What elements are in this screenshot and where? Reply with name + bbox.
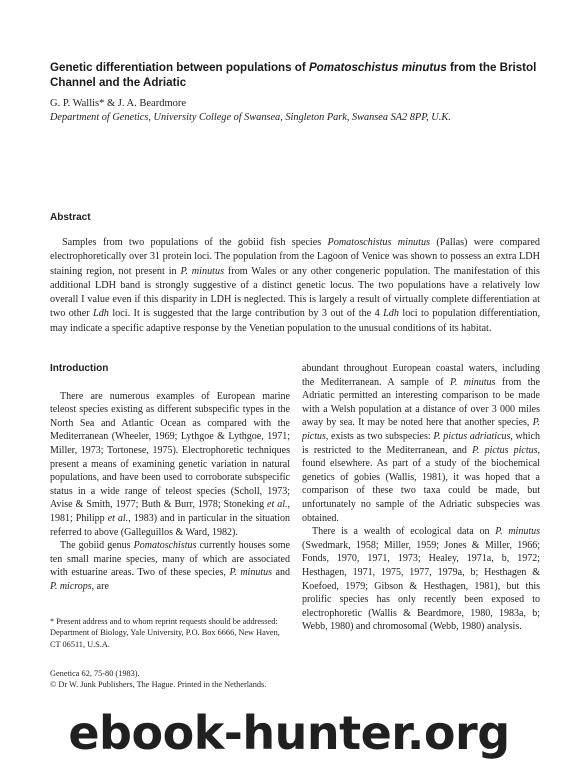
intro-paragraph-4: There is a wealth of ecological data on P. minutus (Swedmark, 1958; Miller, 1959; Jones & Miller, 1966; Fonds, 1970, 1971, 1973; Healey, 1971a, b, 1972; Hesthagen, 1971, 1975, 1977, 1979a, b; Hesthagen & Koefoed, 1979; Gibson & Hesthagen, 1981), but this prolific species has only recently been exposed to electrophoretic (Wallis & Beardmore, 1980, 1983a, b; Webb, 1980) and chromosomal (Webb, 1980) analysis. bbox=[302, 526, 540, 633]
column-right bbox=[302, 362, 540, 634]
journal-citation: Genetica 62, 75-80 (1983). bbox=[50, 669, 140, 678]
column-left bbox=[50, 362, 290, 594]
authors: G. P. Wallis* & J. A. Beardmore bbox=[50, 98, 187, 109]
title-species: Pomatoschistus minutus bbox=[308, 61, 447, 74]
intro-paragraph-1: There are numerous examples of European marine teleost species existing as different subspecific types in the North Sea and Atlantic Ocean as compared with the Mediterranean (Wheeler, 1969; Lythgoe & Lythgoe, 1971; Miller, 1973; Tortonese, 1975). Electrophoretic techniques present a means of examining genetic variation in natural populations, and have been used to corroborate subspecific status in a wide range of teleost species (Scholl, 1973; Avise & Smith, 1977; Buth & Burr, 1978; Stoneking et al., 1981; Philipp et al., 1983) and in particular in the situation referred to above (Galleguillos & Ward, 1982). bbox=[50, 390, 290, 538]
intro-paragraph-3: abundant throughout European coastal waters, including the Mediterranean. A sample of P. minutus from the Adriatic permitted an interesting comparison to be made with a Welsh population at a distance of over 3 000 miles away by sea. It may be noted here that another species, P. pictus, exists as two subspecies: P. pictus adriaticus, which is restricted to the Mediterranean, and P. pictus pictus, found elsewhere. As part of a study of the biochemical genetics of gobies (Wallis, 1981), it was hoped that a comparison of these two taxa could be made, but unfortunately no sample of the Adriatic subspecies was obtained. bbox=[302, 363, 541, 524]
introduction-heading: Introduction bbox=[50, 363, 109, 374]
footnote bbox=[50, 616, 290, 650]
title-text-end: from the Bristol Channel and the Adriatic bbox=[50, 61, 537, 89]
intro-paragraph-2: The gobiid genus Pomatoschistus currently houses some ten small marine species, many of which are associated with estuarine areas. Two of these species, P. minutus and P. microps, are bbox=[50, 540, 290, 592]
abstract-heading: Abstract bbox=[50, 212, 91, 223]
journal-copyright: © Dr W. Junk Publishers, The Hague. Printed in the Netherlands. bbox=[50, 680, 267, 690]
title-text: Genetic differentiation between populations of bbox=[50, 61, 309, 74]
watermark: ebook-hunter.org bbox=[68, 706, 510, 760]
abstract-body: Samples from two populations of the gobiid fish species Pomatoschistus minutus (Pallas) were compared electrophoretically over 31 protein loci. The population from the Lagoon of Venice was shown to possess an extra LDH staining region, not present in P. minutus from Wales or any other congeneric population. The manifestation of this additional LDH band is strongly suggestive of a distinct genetic locus. The two populations have a relatively low overall I value even if this disparity in LDH is neglected. This is largely a result of virtually complete differentiation at two other Ldh loci. It is suggested that the large contribution by 3 out of the 4 Ldh loci to population differentiation, may indicate a specific adaptive response by the Venetian population to the unusual conditions of its habitat. bbox=[50, 237, 540, 334]
affiliation: Department of Genetics, University College of Swansea, Singleton Park, Swansea SA2 8PP, U.K. bbox=[50, 112, 451, 123]
journal-info bbox=[50, 668, 310, 691]
paper-title bbox=[50, 60, 540, 90]
footnote-text: * Present address and to whom reprint requests should be addressed: Department of Biology, Yale University, P.O. Box 6666, New Haven, CT 06511, U.S.A. bbox=[50, 617, 280, 649]
